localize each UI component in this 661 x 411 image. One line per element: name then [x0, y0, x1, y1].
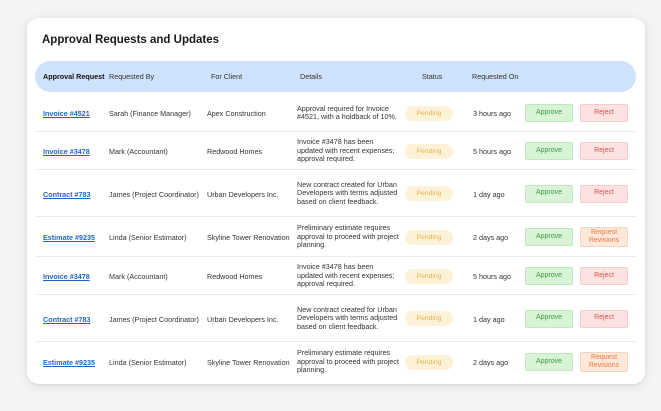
header-for-client: For Client: [211, 72, 243, 81]
header-status: Status: [422, 72, 443, 81]
requested-by: Linda (Senior Estimator): [109, 233, 187, 242]
status-badge: Pending: [405, 144, 453, 159]
status-badge: Pending: [405, 230, 453, 245]
page-title: Approval Requests and Updates: [42, 34, 220, 46]
table-row: [35, 295, 636, 342]
header-requested-by: Requested By: [109, 72, 155, 81]
request-revisions-button[interactable]: Request Revisions: [580, 227, 628, 247]
reject-button[interactable]: Reject: [580, 267, 628, 285]
approval-requests-card: [27, 18, 645, 384]
request-link[interactable]: Contract #783: [43, 189, 91, 199]
client-name: Apex Construction: [207, 109, 266, 118]
client-name: Redwood Homes: [207, 272, 263, 281]
status-badge: Pending: [405, 186, 453, 201]
table-row: [35, 94, 636, 132]
requested-by: James (Project Coordinator): [109, 189, 199, 199]
requested-by: Sarah (Finance Manager): [109, 109, 191, 118]
status-badge: Pending: [405, 355, 453, 370]
client-name: Redwood Homes: [207, 147, 263, 156]
approve-button[interactable]: Approve: [525, 267, 573, 285]
requested-on: 3 hours ago: [473, 109, 511, 118]
client-name: Urban Developers Inc.: [207, 189, 279, 199]
reject-button[interactable]: Reject: [580, 104, 628, 122]
approve-button[interactable]: Approve: [525, 142, 573, 160]
request-link[interactable]: Invoice #4521: [43, 109, 90, 118]
status-badge: Pending: [405, 311, 453, 326]
request-details: Preliminary estimate requires approval to proceed with project planning.: [297, 348, 399, 375]
status-badge: Pending: [405, 269, 453, 284]
status-badge: Pending: [405, 106, 453, 121]
approve-button[interactable]: Approve: [525, 104, 573, 122]
request-details: New contract created for Urban Developers with terms adjusted based on client feedback.: [297, 179, 398, 206]
requested-on: 1 day ago: [473, 314, 505, 324]
request-details: New contract created for Urban Developers with terms adjusted based on client feedback.: [297, 304, 398, 331]
table-row: [35, 217, 636, 257]
requested-on: 5 hours ago: [473, 272, 511, 281]
request-link[interactable]: Estimate #9235: [43, 233, 95, 242]
requested-by: Mark (Accountant): [109, 272, 168, 281]
client-name: Skyline Tower Renovation: [207, 233, 290, 242]
requested-by: Mark (Accountant): [109, 147, 168, 156]
reject-button[interactable]: Reject: [580, 310, 628, 328]
requested-on: 1 day ago: [473, 189, 505, 199]
request-link[interactable]: Invoice #3478: [43, 272, 90, 281]
header-requested-on: Requested On: [472, 72, 519, 81]
client-name: Urban Developers Inc.: [207, 314, 279, 324]
table-row: [35, 170, 636, 217]
header-approval-request: Approval Request: [43, 72, 105, 81]
requested-by: James (Project Coordinator): [109, 314, 199, 324]
requested-on: 5 hours ago: [473, 147, 511, 156]
client-name: Skyline Tower Renovation: [207, 358, 290, 367]
request-details: Preliminary estimate requires approval to proceed with project planning.: [297, 223, 399, 250]
request-link[interactable]: Contract #783: [43, 314, 91, 324]
request-link[interactable]: Invoice #3478: [43, 147, 90, 156]
table-row: [35, 342, 636, 382]
table-header: [35, 61, 636, 92]
table-row: [35, 132, 636, 170]
requested-on: 2 days ago: [473, 233, 509, 242]
approve-button[interactable]: Approve: [525, 185, 573, 203]
request-details: Invoice #3478 has been updated with recent expenses; approval required.: [297, 262, 395, 289]
request-link[interactable]: Estimate #9235: [43, 358, 95, 367]
reject-button[interactable]: Reject: [580, 185, 628, 203]
requested-on: 2 days ago: [473, 358, 509, 367]
table-row: [35, 257, 636, 295]
request-revisions-button[interactable]: Request Revisions: [580, 352, 628, 372]
request-details: Approval required for Invoice #4521, with a holdback of 10%.: [297, 103, 397, 121]
approve-button[interactable]: Approve: [525, 310, 573, 328]
approve-button[interactable]: Approve: [525, 353, 573, 371]
requested-by: Linda (Senior Estimator): [109, 358, 187, 367]
header-details: Details: [300, 72, 322, 81]
request-details: Invoice #3478 has been updated with recent expenses; approval required.: [297, 137, 395, 164]
reject-button[interactable]: Reject: [580, 142, 628, 160]
approve-button[interactable]: Approve: [525, 228, 573, 246]
